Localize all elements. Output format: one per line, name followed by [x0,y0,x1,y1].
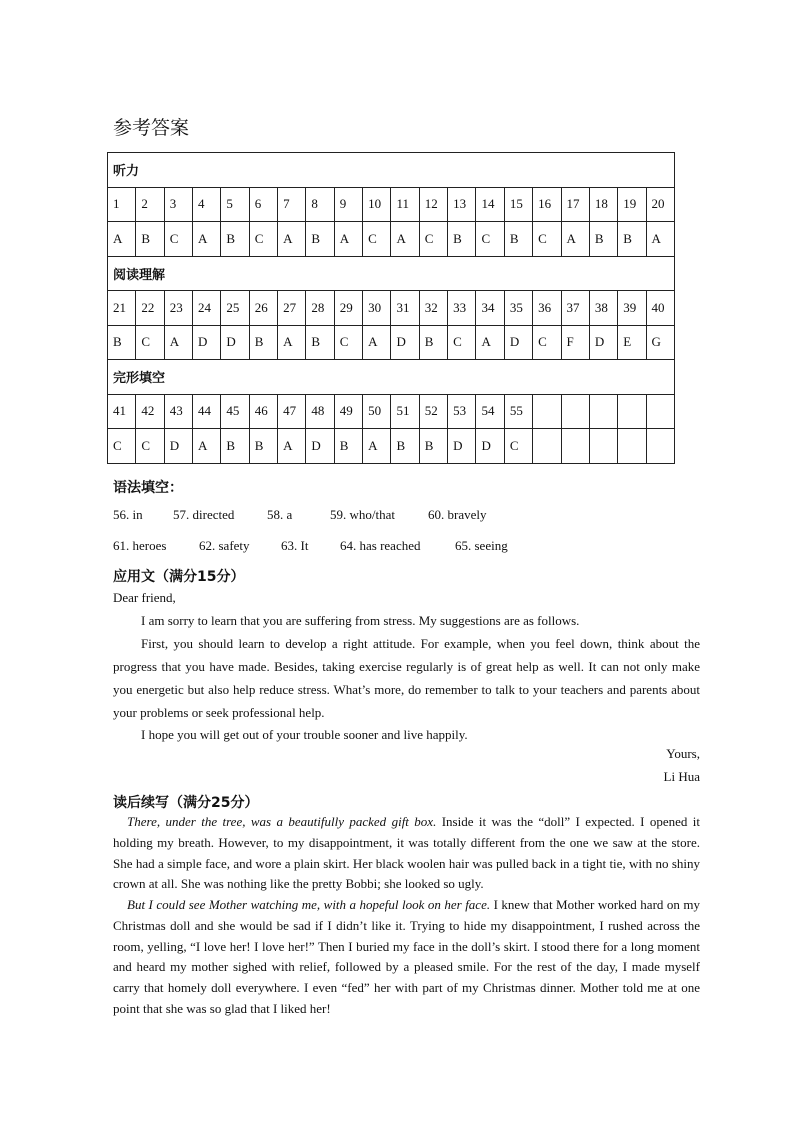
question-number-cell: 19 [618,187,646,222]
question-number-cell: 11 [391,187,419,222]
paragraph-opening-sentence: But I could see Mother watching me, with a hopeful look on her face. [127,897,491,912]
answer-cell: C [504,429,532,464]
answer-cell: B [334,429,362,464]
question-number-cell: 20 [646,187,674,222]
reading-numbers-row [108,291,675,326]
answer-cell: A [164,325,192,360]
answer-cell: A [476,325,504,360]
answer-cell [646,429,674,464]
grammar-answer: 56. in [113,507,143,522]
answer-cell: C [363,222,391,257]
question-number-cell: 49 [334,394,362,429]
letter-paragraph-3: I hope you will get out of your trouble sooner and live happily. [141,727,468,742]
cloze-numbers-row [108,394,675,429]
answer-cell: B [306,222,334,257]
page-title: 参考答案 [113,117,190,139]
continuation-paragraph-2 [113,895,700,1020]
grammar-answer: 58. a [267,507,293,522]
question-number-cell: 4 [193,187,221,222]
answer-cell [533,429,561,464]
answer-cell: B [589,222,617,257]
listening-section-row [108,153,675,188]
question-number-cell: 24 [193,291,221,326]
answer-cell: B [136,222,164,257]
question-number-cell: 54 [476,394,504,429]
question-number-cell [533,394,561,429]
question-number-cell [618,394,646,429]
answer-cell: C [448,325,476,360]
answer-cell: C [164,222,192,257]
cloze-section-row [108,360,675,395]
question-number-cell: 34 [476,291,504,326]
answer-cell: D [476,429,504,464]
answer-cell: C [249,222,277,257]
answer-cell: B [221,222,249,257]
question-number-cell: 45 [221,394,249,429]
question-number-cell: 14 [476,187,504,222]
grammar-answer: 62. safety [199,538,250,553]
question-number-cell: 26 [249,291,277,326]
section-label: 听力 [108,153,675,188]
answer-cell: B [306,325,334,360]
letter-paragraph-2: First, you should learn to develop a right attitude. For example, when you feel down, think about the progress that you have made. Besides, taking exercise regularly is of great help as well. It can not only make you energetic but also help reduce stress. What’s more, do remember to talk to your teachers and parents about your problems or seek professional help. [113,636,700,720]
letter-closing: Yours, [666,746,700,761]
answer-cell: G [646,325,674,360]
answer-cell [589,429,617,464]
answer-cell: B [419,429,447,464]
answer-cell: B [391,429,419,464]
question-number-cell: 1 [108,187,136,222]
paragraph-body: Inside it was the “doll” I expected. I opened it holding my breath. However, to my disappointment, it was totally different from the one we saw at the store. She had a simple face, and wore a plain skirt. Her black woolen hair was pulled back in a tight tie, with no shiny crown at all. She was nothing like the pretty Bobbi; she looked so ugly. [113,814,700,892]
answer-cell: C [334,325,362,360]
answer-cell: B [448,222,476,257]
answer-cell: D [448,429,476,464]
letter-heading: 应用文（满分15分） [113,569,245,585]
answer-cell: B [419,325,447,360]
grammar-answer: 64. has reached [340,538,421,553]
listening-numbers-row [108,187,675,222]
paragraph-opening-sentence: There, under the tree, was a beautifully packed gift box. [127,814,437,829]
question-number-cell: 25 [221,291,249,326]
question-number-cell: 48 [306,394,334,429]
answer-cell: C [108,429,136,464]
grammar-answer: 61. heroes [113,538,167,553]
answer-cell: D [391,325,419,360]
grammar-answer: 60. bravely [428,507,487,522]
question-number-cell: 9 [334,187,362,222]
section-label: 阅读理解 [108,256,675,291]
answer-cell: E [618,325,646,360]
answer-cell: D [221,325,249,360]
question-number-cell: 47 [278,394,306,429]
question-number-cell: 15 [504,187,532,222]
continuation-heading: 读后续写（满分25分） [113,795,259,811]
continuation-paragraph-1 [113,812,700,895]
question-number-cell: 51 [391,394,419,429]
question-number-cell: 2 [136,187,164,222]
grammar-answer: 63. It [281,538,309,553]
answer-cell: A [193,222,221,257]
question-number-cell: 29 [334,291,362,326]
question-number-cell: 17 [561,187,589,222]
answer-cell: A [391,222,419,257]
answer-cell: A [363,429,391,464]
section-label: 完形填空 [108,360,675,395]
question-number-cell: 7 [278,187,306,222]
answer-cell: A [193,429,221,464]
answer-cell: F [561,325,589,360]
answer-cell: B [249,429,277,464]
answer-cell: A [278,429,306,464]
question-number-cell: 39 [618,291,646,326]
listening-answers-row [108,222,675,257]
answer-cell: D [164,429,192,464]
question-number-cell: 31 [391,291,419,326]
answer-cell: D [504,325,532,360]
question-number-cell: 16 [533,187,561,222]
question-number-cell [646,394,674,429]
question-number-cell [561,394,589,429]
answer-cell: D [193,325,221,360]
answer-table [107,152,675,464]
answer-cell: B [504,222,532,257]
question-number-cell: 10 [363,187,391,222]
question-number-cell: 50 [363,394,391,429]
question-number-cell: 12 [419,187,447,222]
answer-cell: B [249,325,277,360]
grammar-answer: 59. who/that [330,507,395,522]
question-number-cell: 28 [306,291,334,326]
answer-cell: A [278,222,306,257]
answer-cell: C [476,222,504,257]
question-number-cell: 18 [589,187,617,222]
question-number-cell: 33 [448,291,476,326]
answer-cell: A [363,325,391,360]
answer-cell [561,429,589,464]
question-number-cell: 55 [504,394,532,429]
question-number-cell: 35 [504,291,532,326]
answer-cell: B [108,325,136,360]
answer-cell [618,429,646,464]
answer-cell: C [533,222,561,257]
answer-cell: C [533,325,561,360]
grammar-answer: 65. seeing [455,538,508,553]
paragraph-body: I knew that Mother worked hard on my Christmas doll and she would be sad if I didn’t like it. Trying to hide my disappointment, I rushed across the room, yelling, “I love her! I love her!” Then I buried my face in the doll’s skirt. I stood there for a long moment and heard my mother sighed with relief, followed by a pleased smile. For the rest of the day, I made myself carry that homely doll everywhere. I even “fed” her with part of my Christmas dinner. Mother told me at one point that she was so glad that I liked her! [113,897,700,1016]
question-number-cell: 52 [419,394,447,429]
question-number-cell: 42 [136,394,164,429]
reading-answers-row [108,325,675,360]
answer-cell: A [278,325,306,360]
answer-cell: B [618,222,646,257]
question-number-cell: 13 [448,187,476,222]
question-number-cell: 44 [193,394,221,429]
grammar-heading: 语法填空： [113,480,183,496]
question-number-cell: 8 [306,187,334,222]
question-number-cell: 5 [221,187,249,222]
question-number-cell: 46 [249,394,277,429]
answer-cell: A [334,222,362,257]
answer-cell: C [136,325,164,360]
question-number-cell: 32 [419,291,447,326]
question-number-cell: 53 [448,394,476,429]
answer-cell: D [589,325,617,360]
answer-cell: B [221,429,249,464]
question-number-cell: 30 [363,291,391,326]
question-number-cell: 37 [561,291,589,326]
letter-signature: Li Hua [663,769,700,784]
question-number-cell: 6 [249,187,277,222]
answer-cell: D [306,429,334,464]
question-number-cell: 3 [164,187,192,222]
letter-paragraph-1: I am sorry to learn that you are suffering from stress. My suggestions are as follows. [141,613,580,628]
answer-cell: C [136,429,164,464]
answer-cell: A [646,222,674,257]
grammar-answer: 57. directed [173,507,235,522]
cloze-answers-row [108,429,675,464]
answer-cell: A [108,222,136,257]
question-number-cell: 43 [164,394,192,429]
question-number-cell: 22 [136,291,164,326]
question-number-cell: 41 [108,394,136,429]
answer-cell: C [419,222,447,257]
question-number-cell: 36 [533,291,561,326]
question-number-cell: 38 [589,291,617,326]
question-number-cell: 27 [278,291,306,326]
letter-greeting: Dear friend, [113,590,176,605]
reading-section-row [108,256,675,291]
question-number-cell: 21 [108,291,136,326]
answer-cell: A [561,222,589,257]
question-number-cell: 40 [646,291,674,326]
question-number-cell: 23 [164,291,192,326]
question-number-cell [589,394,617,429]
